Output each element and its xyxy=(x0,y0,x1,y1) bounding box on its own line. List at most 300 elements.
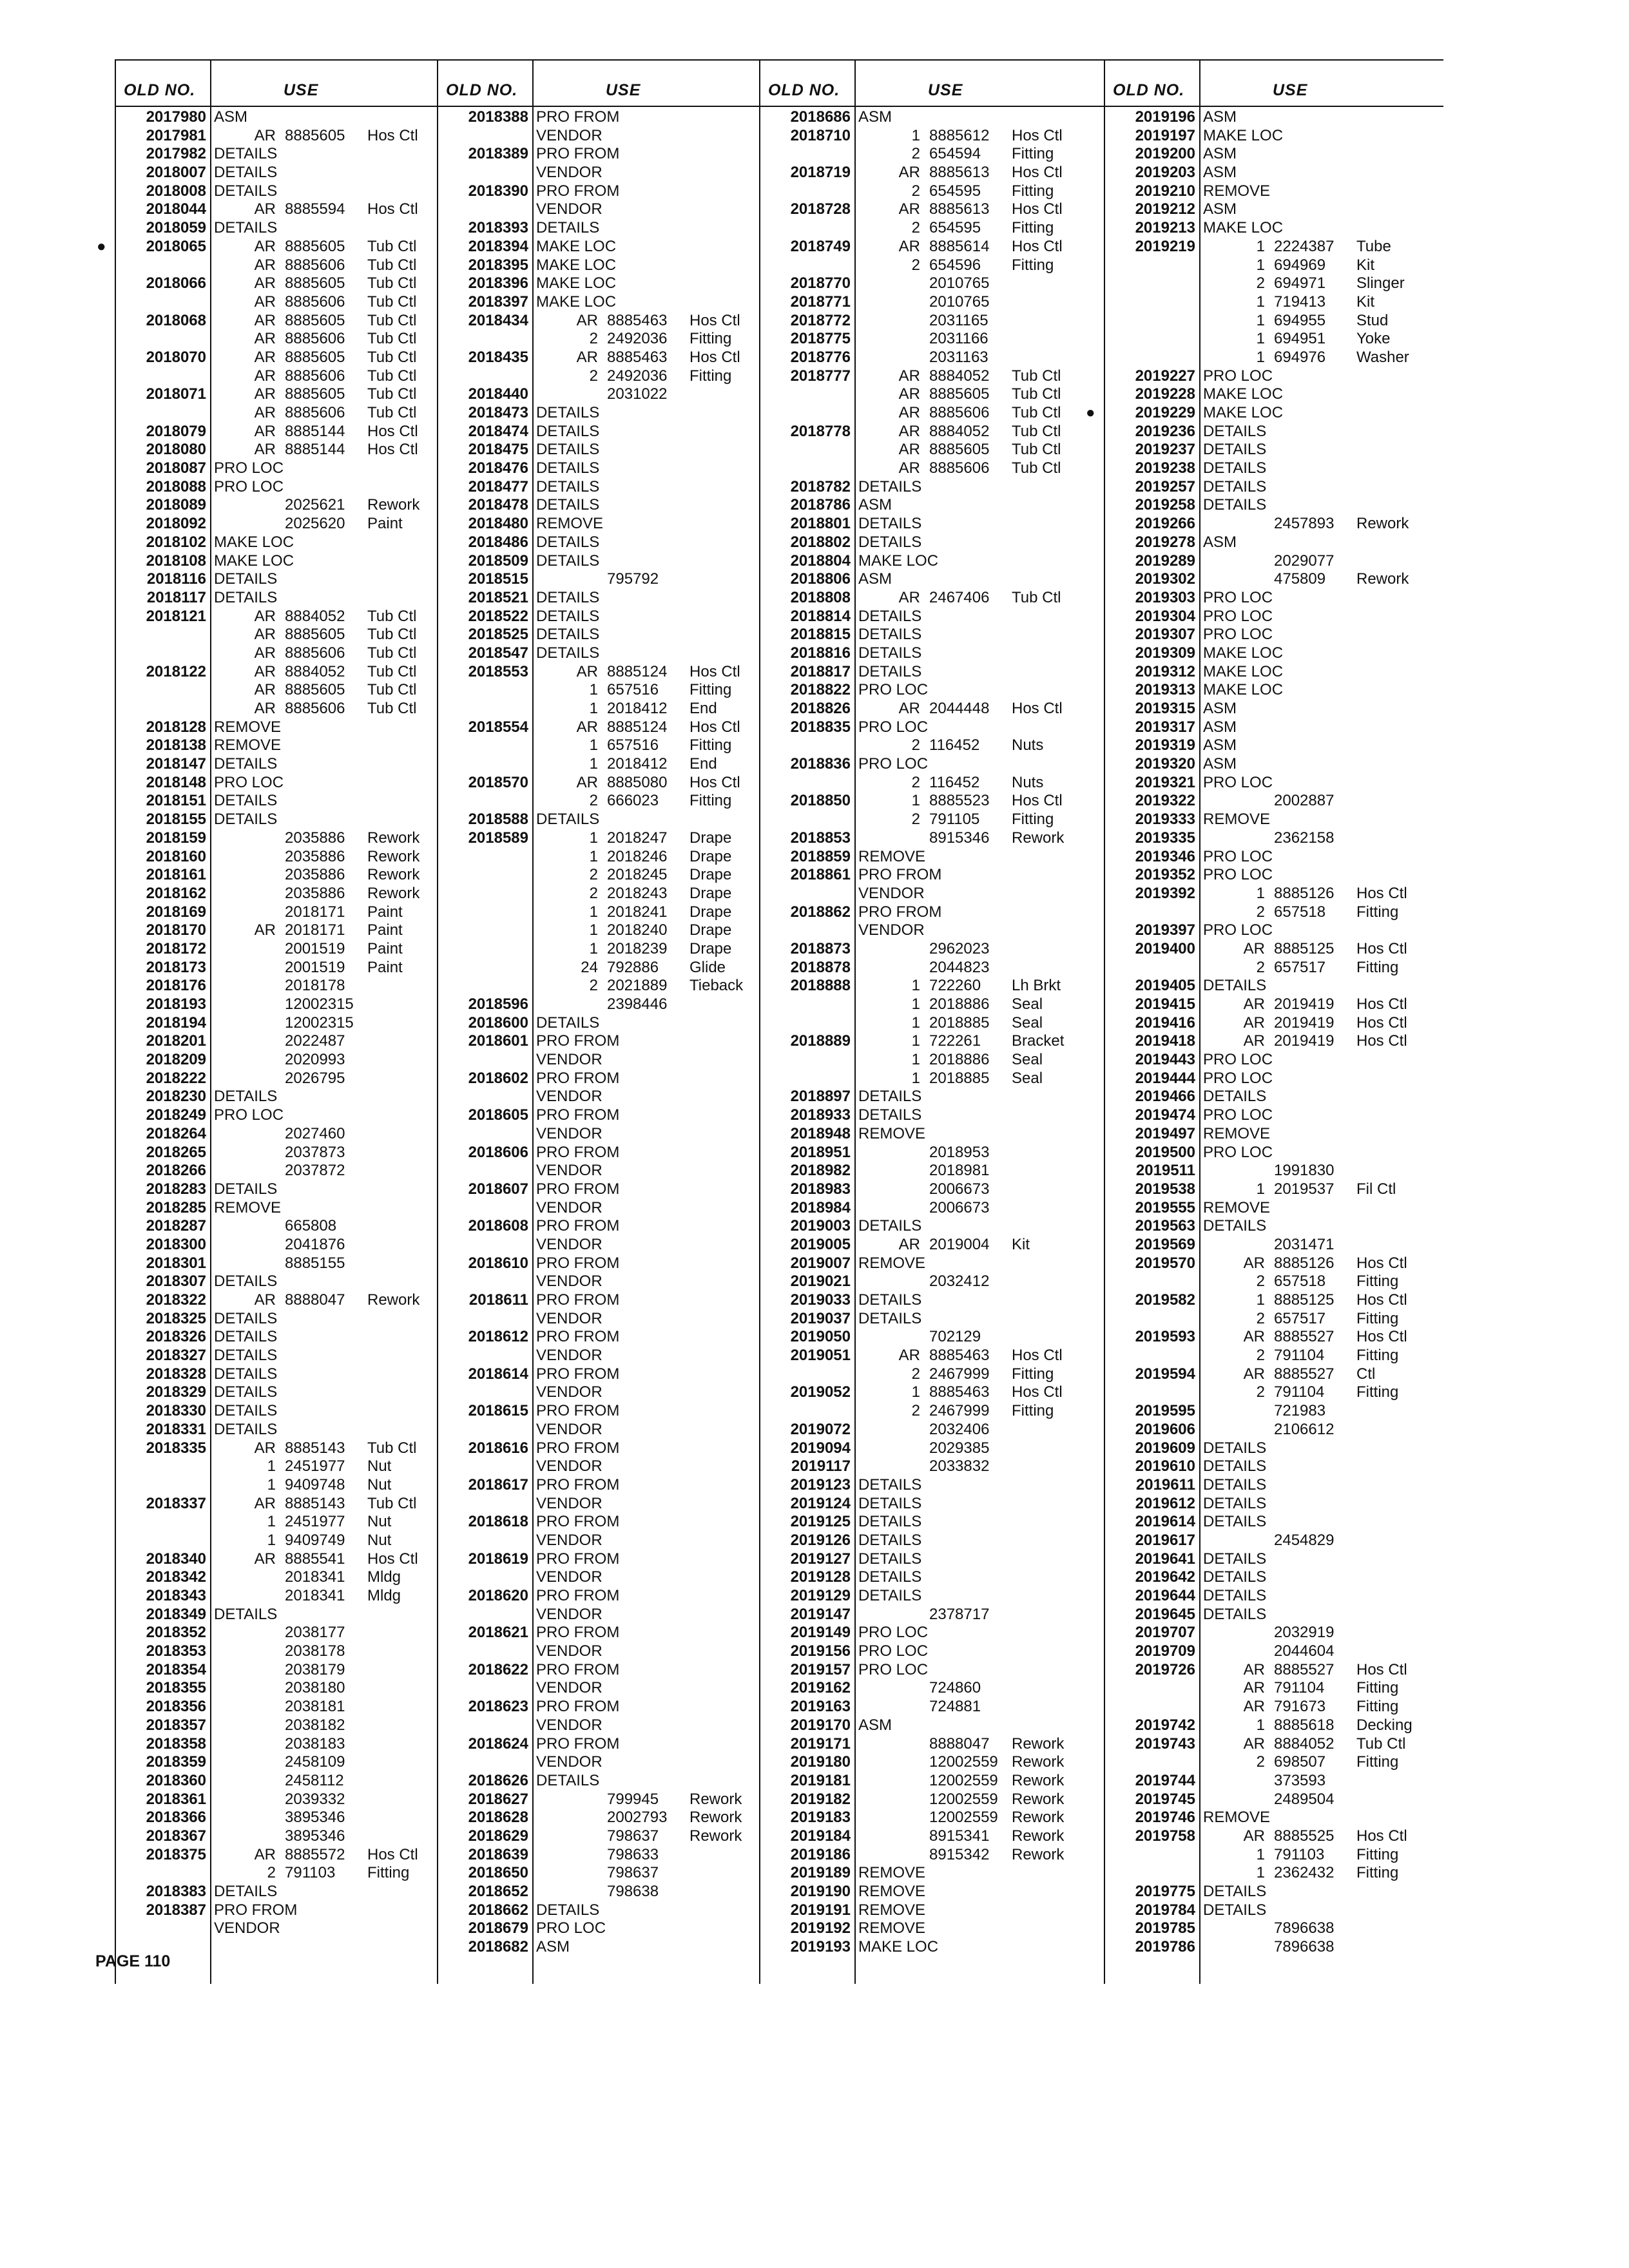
list-item xyxy=(116,1310,438,1329)
quantity: 1 xyxy=(911,126,920,144)
old-number: 2018859 xyxy=(790,847,851,865)
old-number: 2019303 xyxy=(1135,588,1195,606)
list-item xyxy=(438,1476,760,1495)
old-number: 2018287 xyxy=(146,1217,206,1235)
part-number: 2002793 xyxy=(607,1809,668,1827)
list-item xyxy=(116,1014,438,1033)
quantity: AR xyxy=(1243,995,1265,1013)
list-item xyxy=(760,1587,1105,1606)
list-item xyxy=(760,1513,1105,1532)
part-description: Paint xyxy=(367,939,403,957)
use-text: DETAILS xyxy=(858,1587,922,1604)
part-number: 8885614 xyxy=(929,237,990,255)
use-text: DETAILS xyxy=(1203,1513,1267,1531)
old-number: 2019183 xyxy=(790,1809,851,1827)
use-text: PRO FROM xyxy=(536,1069,620,1087)
list-item xyxy=(438,367,760,386)
old-number: 2018367 xyxy=(146,1827,206,1845)
old-number: 2019094 xyxy=(790,1439,851,1457)
old-number: 2018337 xyxy=(146,1494,206,1512)
use-text: VENDOR xyxy=(536,1124,602,1142)
part-description: Stud xyxy=(1356,311,1389,329)
list-item xyxy=(116,792,438,811)
list-item xyxy=(438,1180,760,1199)
quantity: AR xyxy=(576,348,598,366)
part-number: 2962023 xyxy=(929,939,990,957)
list-item xyxy=(116,1439,438,1458)
old-number: 2018804 xyxy=(790,552,851,570)
old-number: 2018361 xyxy=(146,1790,206,1808)
list-item xyxy=(438,1661,760,1680)
list-item xyxy=(760,626,1105,644)
bullet-marker: ● xyxy=(1086,404,1095,421)
old-number: 2019511 xyxy=(1135,1162,1195,1180)
part-description: Nut xyxy=(367,1531,392,1549)
old-number: 2019128 xyxy=(790,1568,851,1586)
quantity: AR xyxy=(254,385,276,403)
old-number: 2018356 xyxy=(146,1698,206,1716)
part-number: 8888047 xyxy=(929,1735,990,1753)
list-item xyxy=(116,940,438,959)
use-text: VENDOR xyxy=(536,1198,602,1216)
list-item xyxy=(1105,995,1443,1014)
use-text: DETAILS xyxy=(1203,1475,1267,1494)
list-item xyxy=(116,774,438,793)
old-number: 2019007 xyxy=(790,1254,851,1272)
list-item xyxy=(760,811,1105,829)
use-text: DETAILS xyxy=(214,182,278,200)
list-item xyxy=(1105,700,1443,718)
list-item xyxy=(116,1791,438,1809)
list-item xyxy=(760,256,1105,275)
use-text: ASM xyxy=(858,570,892,588)
list-item xyxy=(1105,977,1443,995)
use-text: VENDOR xyxy=(536,1347,602,1365)
part-number: 791104 xyxy=(1274,1347,1325,1365)
part-number: 2035886 xyxy=(285,866,345,884)
use-text: PRO LOC xyxy=(858,681,929,699)
list-item xyxy=(760,330,1105,349)
use-text: PRO FROM xyxy=(536,1106,620,1124)
list-item xyxy=(438,533,760,552)
part-description: Kit xyxy=(1356,256,1375,274)
part-description: Tub Ctl xyxy=(367,385,417,403)
list-item xyxy=(438,1883,760,1901)
list-item xyxy=(1105,533,1443,552)
list-item xyxy=(438,459,760,478)
list-item xyxy=(760,1568,1105,1587)
use-text: PRO FROM xyxy=(536,1550,620,1568)
old-number: 2019415 xyxy=(1135,995,1195,1013)
old-number: 2018982 xyxy=(790,1162,851,1180)
old-number: 2018327 xyxy=(146,1347,206,1365)
part-number: 792886 xyxy=(607,958,659,976)
list-item xyxy=(116,1476,438,1495)
part-number: 2018412 xyxy=(607,755,668,773)
list-item xyxy=(1105,1032,1443,1051)
old-number: 2019190 xyxy=(790,1883,851,1900)
old-number: 2018148 xyxy=(146,773,206,791)
quantity: AR xyxy=(254,441,276,459)
quantity: AR xyxy=(898,164,920,182)
old-number: 2018108 xyxy=(146,552,206,570)
part-description: Hos Ctl xyxy=(1356,884,1407,902)
part-description: Fitting xyxy=(1356,1698,1399,1716)
part-number: 724881 xyxy=(929,1698,981,1716)
column-block-2 xyxy=(437,59,760,1984)
part-number: 2458109 xyxy=(285,1753,345,1771)
use-text: DETAILS xyxy=(536,441,600,459)
part-number: 2224387 xyxy=(1274,237,1335,255)
list-item xyxy=(1105,349,1443,367)
part-number: 791673 xyxy=(1274,1698,1326,1716)
use-text: DETAILS xyxy=(858,1088,922,1106)
list-item xyxy=(1105,829,1443,848)
quantity: 1 xyxy=(1256,256,1265,274)
part-number: 722260 xyxy=(929,977,981,995)
use-text: PRO FROM xyxy=(536,1587,620,1604)
old-number: 2019400 xyxy=(1135,939,1195,957)
list-item xyxy=(760,1901,1105,1920)
list-item xyxy=(116,811,438,829)
list-item xyxy=(1105,515,1443,533)
old-number: 2018521 xyxy=(468,588,528,606)
use-text: PRO LOC xyxy=(536,1919,606,1937)
part-description: Nut xyxy=(367,1513,392,1531)
old-number: 2019052 xyxy=(790,1383,851,1401)
old-number: 2018806 xyxy=(790,570,851,588)
old-number: 2018610 xyxy=(468,1254,528,1272)
part-description: Nuts xyxy=(1012,773,1044,791)
use-text: ASM xyxy=(1203,164,1237,182)
list-item xyxy=(1105,1439,1443,1458)
use-text: REMOVE xyxy=(214,736,282,754)
list-item xyxy=(116,1772,438,1791)
list-item xyxy=(1105,1606,1443,1624)
old-number: 2019609 xyxy=(1135,1439,1195,1457)
list-item xyxy=(438,496,760,515)
old-number: 2019157 xyxy=(790,1660,851,1678)
list-item xyxy=(116,293,438,312)
old-number: 2018776 xyxy=(790,348,851,366)
old-number: 2018352 xyxy=(146,1624,206,1642)
old-number: 2018230 xyxy=(146,1088,206,1106)
old-number: 2018615 xyxy=(468,1402,528,1420)
part-number: 2032919 xyxy=(1274,1624,1335,1642)
list-item xyxy=(116,1827,438,1846)
use-text: PRO LOC xyxy=(214,459,284,477)
part-number: 795792 xyxy=(607,570,659,588)
list-item xyxy=(438,1809,760,1827)
part-number: 2489504 xyxy=(1274,1790,1335,1808)
part-number: 12002559 xyxy=(929,1809,998,1827)
part-description: Fitting xyxy=(689,792,732,810)
old-number: 2018719 xyxy=(790,164,851,182)
part-number: 2018240 xyxy=(607,921,668,939)
list-item xyxy=(438,774,760,793)
old-number: 2019744 xyxy=(1135,1771,1195,1789)
list-item xyxy=(1105,1162,1443,1180)
list-item xyxy=(438,1347,760,1365)
old-number: 2019156 xyxy=(790,1642,851,1660)
old-number: 2018330 xyxy=(146,1402,206,1420)
part-number: 2026795 xyxy=(285,1069,345,1087)
part-number: 2038179 xyxy=(285,1660,345,1678)
use-text: PRO LOC xyxy=(858,1660,929,1678)
list-item xyxy=(438,1254,760,1273)
use-text: PRO LOC xyxy=(214,773,284,791)
part-description: Hos Ctl xyxy=(1356,1328,1407,1346)
use-text: DETAILS xyxy=(858,607,922,625)
part-number: 8885124 xyxy=(607,662,668,680)
old-number: 2018862 xyxy=(790,903,851,921)
part-number: 2018245 xyxy=(607,866,668,884)
list-item xyxy=(116,977,438,995)
quantity: AR xyxy=(898,422,920,440)
part-description: End xyxy=(689,700,717,717)
use-text: DETAILS xyxy=(536,644,600,662)
part-description: Tub Ctl xyxy=(1012,588,1061,606)
part-number: 8885527 xyxy=(1274,1365,1335,1383)
part-number: 2025620 xyxy=(285,515,345,533)
old-number: 2018353 xyxy=(146,1642,206,1660)
part-description: Glide xyxy=(689,958,726,976)
part-number: 791105 xyxy=(929,811,980,829)
part-description: Tub Ctl xyxy=(1012,385,1061,403)
list-item xyxy=(438,478,760,497)
quantity: 1 xyxy=(1256,330,1265,348)
list-item xyxy=(438,1791,760,1809)
list-item xyxy=(760,589,1105,608)
old-number: 2018652 xyxy=(468,1883,528,1900)
list-item xyxy=(1105,755,1443,774)
list-item xyxy=(1105,1421,1443,1439)
list-item xyxy=(438,1550,760,1569)
part-description: Tub Ctl xyxy=(1012,422,1061,440)
use-text: VENDOR xyxy=(858,921,925,939)
part-number: 2451977 xyxy=(285,1513,345,1531)
column-header xyxy=(438,61,760,107)
list-item xyxy=(116,367,438,386)
list-item xyxy=(1105,1051,1443,1070)
list-item xyxy=(116,1495,438,1514)
quantity: 1 xyxy=(911,792,920,810)
part-description: Rework xyxy=(367,884,420,902)
list-item xyxy=(116,626,438,644)
list-item xyxy=(760,200,1105,219)
old-number: 2018679 xyxy=(468,1919,528,1937)
old-number: 2018596 xyxy=(468,995,528,1013)
quantity: AR xyxy=(898,385,920,403)
part-number: 698507 xyxy=(1274,1753,1326,1771)
use-text: DETAILS xyxy=(858,1217,922,1235)
quantity: AR xyxy=(1243,939,1265,957)
list-item xyxy=(760,1070,1105,1088)
part-number: 2362158 xyxy=(1274,829,1335,847)
old-number: 2019005 xyxy=(790,1235,851,1253)
quantity: 2 xyxy=(589,792,598,810)
list-item xyxy=(760,1716,1105,1735)
part-description: Fitting xyxy=(1012,219,1054,237)
list-item xyxy=(760,1273,1105,1291)
part-number: 8885606 xyxy=(285,293,345,311)
old-number: 2019184 xyxy=(790,1827,851,1845)
use-text: PRO FROM xyxy=(536,1660,620,1678)
list-item xyxy=(760,774,1105,793)
old-number: 2018749 xyxy=(790,237,851,255)
quantity: AR xyxy=(898,459,920,477)
quantity: AR xyxy=(254,1845,276,1863)
use-text: DETAILS xyxy=(214,1347,278,1365)
list-item xyxy=(1105,1716,1443,1735)
quantity: AR xyxy=(254,367,276,385)
list-item xyxy=(116,1735,438,1754)
part-description: Hos Ctl xyxy=(1356,1254,1407,1272)
part-number: 791104 xyxy=(1274,1383,1325,1401)
part-number: 116452 xyxy=(929,773,980,791)
old-number: 2019352 xyxy=(1135,866,1195,884)
list-item xyxy=(116,1809,438,1827)
old-number: 2018121 xyxy=(146,607,206,625)
part-description: Tub Ctl xyxy=(367,1494,417,1512)
quantity: 2 xyxy=(911,182,920,200)
list-item xyxy=(116,552,438,571)
old-number: 2019289 xyxy=(1135,552,1195,570)
list-item xyxy=(438,1606,760,1624)
part-description: Tub Ctl xyxy=(367,237,417,255)
part-number: 2031166 xyxy=(929,330,988,348)
list-item xyxy=(116,330,438,349)
list-item xyxy=(1105,552,1443,571)
old-number: 2018325 xyxy=(146,1309,206,1327)
quantity: AR xyxy=(254,1439,276,1457)
part-description: Fitting xyxy=(1356,903,1399,921)
list-item xyxy=(116,1883,438,1901)
old-number: 2018116 xyxy=(146,570,206,588)
part-number: 8885125 xyxy=(1274,1291,1335,1309)
part-description: Hos Ctl xyxy=(367,1845,418,1863)
use-text: MAKE LOC xyxy=(214,552,294,570)
part-number: 2019419 xyxy=(1274,1014,1335,1032)
list-item xyxy=(438,1236,760,1254)
part-number: 2038181 xyxy=(285,1698,345,1716)
part-number: 2006673 xyxy=(929,1198,990,1216)
old-number: 2018817 xyxy=(790,662,851,680)
use-text: PRO FROM xyxy=(536,1143,620,1161)
part-number: 475809 xyxy=(1274,570,1326,588)
part-number: 8885143 xyxy=(285,1439,345,1457)
list-item xyxy=(760,1532,1105,1550)
old-number: 2018570 xyxy=(468,773,528,791)
part-number: 2044604 xyxy=(1274,1642,1335,1660)
old-number: 2018300 xyxy=(146,1235,206,1253)
list-item xyxy=(1105,478,1443,497)
list-item xyxy=(438,1938,760,1957)
part-number: 2001519 xyxy=(285,958,345,976)
old-number: 2019745 xyxy=(1135,1790,1195,1808)
use-text: PRO FROM xyxy=(536,182,620,200)
old-number: 2019538 xyxy=(1135,1180,1195,1198)
list-item xyxy=(1105,1587,1443,1606)
part-number: 2038180 xyxy=(285,1679,345,1697)
list-item xyxy=(116,1513,438,1532)
part-number: 2010765 xyxy=(929,293,990,311)
quantity: AR xyxy=(1243,1014,1265,1032)
old-number: 2018326 xyxy=(146,1328,206,1346)
part-description: Hos Ctl xyxy=(1012,1347,1063,1365)
list-item xyxy=(1105,145,1443,164)
old-number: 2019500 xyxy=(1135,1143,1195,1161)
quantity: 2 xyxy=(589,866,598,884)
quantity: AR xyxy=(254,126,276,144)
quantity: AR xyxy=(254,662,276,680)
quantity: 2 xyxy=(589,884,598,902)
part-number: 2031022 xyxy=(607,385,668,403)
old-number: 2019033 xyxy=(790,1291,851,1309)
list-item xyxy=(1105,921,1443,940)
list-item xyxy=(116,145,438,164)
old-number: 2019192 xyxy=(790,1919,851,1937)
part-description: Washer xyxy=(1356,348,1409,366)
use-text: VENDOR xyxy=(536,1457,602,1475)
part-number: 12002315 xyxy=(285,1014,354,1032)
use-text: PRO LOC xyxy=(858,1624,929,1642)
old-number: 2018608 xyxy=(468,1217,528,1235)
list-item xyxy=(760,1698,1105,1716)
list-item xyxy=(760,1032,1105,1051)
use-text: REMOVE xyxy=(1203,1124,1271,1142)
quantity: 1 xyxy=(1256,1291,1265,1309)
list-item xyxy=(116,200,438,219)
old-number: 2018607 xyxy=(468,1180,528,1198)
old-number: 2019614 xyxy=(1135,1513,1195,1531)
old-number: 2018283 xyxy=(146,1180,206,1198)
list-item xyxy=(116,644,438,663)
column-header xyxy=(116,61,438,107)
part-description: Tub Ctl xyxy=(1012,441,1061,459)
list-item xyxy=(438,1919,760,1938)
quantity: AR xyxy=(898,1347,920,1365)
old-number: 2018340 xyxy=(146,1550,206,1568)
quantity: 2 xyxy=(1256,1347,1265,1365)
old-number: 2019610 xyxy=(1135,1457,1195,1475)
part-description: Mldg xyxy=(367,1568,401,1586)
list-item xyxy=(760,385,1105,404)
use-text: DETAILS xyxy=(1203,1088,1267,1106)
part-description: Rework xyxy=(1356,515,1409,533)
part-number: 798637 xyxy=(607,1864,659,1882)
old-number: 2018477 xyxy=(468,477,528,495)
old-number: 2018815 xyxy=(790,626,851,644)
old-number: 2018616 xyxy=(468,1439,528,1457)
old-number: 2018602 xyxy=(468,1069,528,1087)
part-description: Lh Brkt xyxy=(1012,977,1061,995)
old-number: 2019072 xyxy=(790,1420,851,1438)
part-description: Hos Ctl xyxy=(367,1550,418,1568)
old-number: 2019606 xyxy=(1135,1420,1195,1438)
part-number: 2038177 xyxy=(285,1624,345,1642)
part-number: 8885606 xyxy=(929,404,990,421)
list-item xyxy=(1105,164,1443,182)
part-number: 2467999 xyxy=(929,1402,990,1420)
list-item xyxy=(760,1457,1105,1476)
old-number: 2019611 xyxy=(1135,1475,1195,1494)
list-item xyxy=(116,1180,438,1199)
part-number: 8885605 xyxy=(285,274,345,293)
list-item xyxy=(1105,1864,1443,1883)
old-number: 2018070 xyxy=(146,348,206,366)
part-number: 8885463 xyxy=(929,1383,990,1401)
